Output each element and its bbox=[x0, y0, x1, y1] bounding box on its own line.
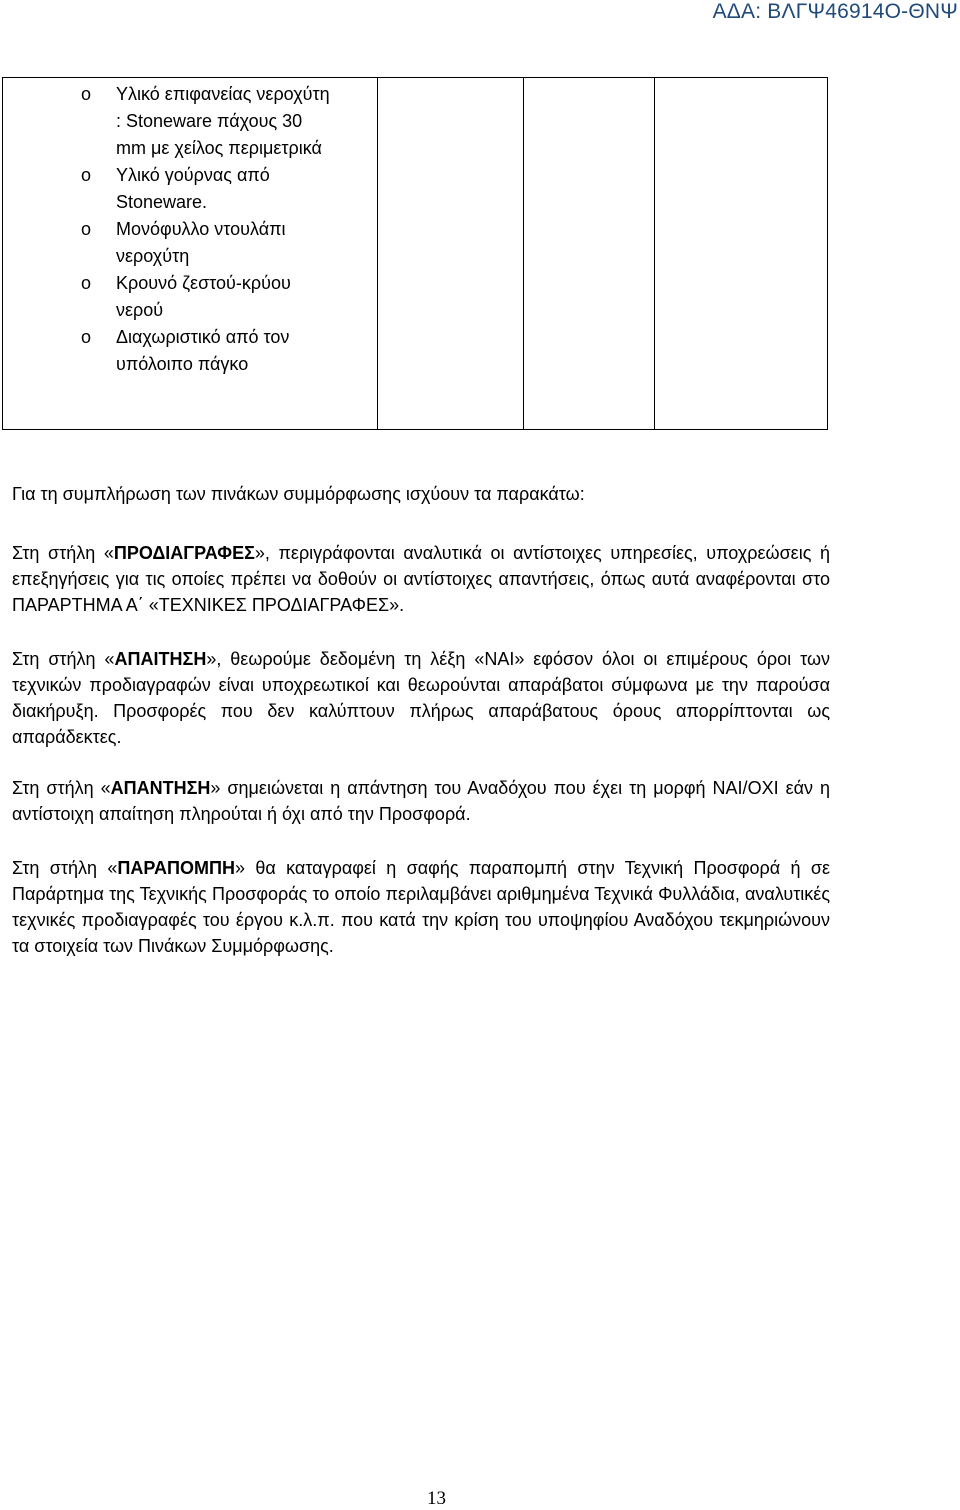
bullet-icon: o bbox=[81, 84, 92, 104]
paragraph-reference bbox=[12, 855, 830, 959]
spec-item-text: Κρουνό ζεστού-κρύου νερού bbox=[116, 273, 291, 320]
para-text: », περιγράφονται αναλυτικά οι αντίστοιχες υπηρεσίες, υποχρεώσεις ή επεξηγήσεις για τις οποίες πρέπει να δοθούν οι αντίστοιχες απαντήσεις, όπως αυτά αναφέρονται στο ΠΑΡΑΡΤΗΜΑ Α΄ «ΤΕΧΝΙΚΕΣ ΠΡΟΔΙΑΓΡΑΦΕΣ». bbox=[12, 543, 830, 615]
paragraph-requirement bbox=[12, 646, 830, 750]
paragraph-answer bbox=[12, 775, 830, 827]
specification-cell bbox=[3, 78, 378, 430]
spec-item-text: Υλικό επιφανείας νεροχύτη : Stoneware πάχους 30 mm με χείλος περιμετρικά bbox=[116, 84, 330, 158]
para-text: » θα καταγραφεί η σαφής παραπομπή στην Τεχνική Προσφορά ή σε Παράρτημα της Τεχνικής Προσφοράς το οποίο περιλαμβάνει αριθμημένα Τεχνικά Φυλλάδια, αναλυτικές τεχνικές προδιαγραφές του έργου κ.λ.π. που κατά την κρίση του υποψηφίου Αναδόχου τεκμηριώνουν τα στοιχεία των Πινάκων Συμμόρφωσης. bbox=[12, 858, 831, 956]
spec-item-text: Μονόφυλλο ντουλάπι νεροχύτη bbox=[116, 219, 286, 266]
spec-item-text: Διαχωριστικό από τον υπόλοιπο πάγκο bbox=[116, 327, 290, 374]
compliance-table bbox=[2, 77, 828, 430]
list-item bbox=[81, 324, 377, 378]
bullet-icon: o bbox=[81, 327, 92, 347]
table-row bbox=[3, 78, 828, 430]
para-text: Στη στήλη « bbox=[12, 543, 114, 563]
reference-cell bbox=[655, 78, 828, 430]
para-text: Στη στήλη « bbox=[12, 778, 111, 798]
para-text: » σημειώνεται η απάντηση του Αναδόχου που έχει τη μορφή ΝΑΙ/ΟΧΙ εάν η αντίστοιχη απαίτηση πληρούται ή όχι από την Προσφορά. bbox=[12, 778, 830, 824]
column-name-bold: ΠΑΡΑΠΟΜΠΗ bbox=[117, 858, 236, 878]
para-text: », θεωρούμε δεδομένη τη λέξη «ΝΑΙ» εφόσον όλοι οι επιμέρους όροι των τεχνικών προδιαγραφών είναι υποχρεωτικοί και θεωρούνται απαράβατοι σύμφωνα με την παρούσα διακήρυξη. Προσφορές που δεν καλύπτουν πλήρως απαράβατους όρους απορρίπτονται ως απαράδεκτες. bbox=[12, 649, 831, 747]
intro-paragraph: Για τη συμπλήρωση των πινάκων συμμόρφωσης ισχύουν τα παρακάτω: bbox=[12, 484, 585, 504]
list-item bbox=[81, 162, 377, 216]
page-number: 13 bbox=[427, 1488, 446, 1509]
bullet-icon: o bbox=[81, 219, 92, 239]
paragraph-specifications bbox=[12, 540, 830, 618]
bullet-icon: o bbox=[81, 273, 92, 293]
column-name-bold: ΑΠΑΙΤΗΣΗ bbox=[114, 649, 207, 669]
answer-cell bbox=[524, 78, 655, 430]
spec-item-text: Υλικό γούρνας από Stoneware. bbox=[116, 165, 270, 212]
spec-item-list bbox=[3, 81, 377, 378]
ada-code-header: ΑΔΑ: ΒΛΓΨ46914Ο-ΘΝΨ bbox=[712, 0, 958, 23]
list-item bbox=[81, 81, 377, 162]
para-text: Στη στήλη « bbox=[12, 858, 118, 878]
column-name-bold: ΑΠΑΝΤΗΣΗ bbox=[110, 778, 211, 798]
para-text: Στη στήλη « bbox=[12, 649, 115, 669]
column-name-bold: ΠΡΟΔΙΑΓΡΑΦΕΣ bbox=[113, 543, 255, 563]
list-item bbox=[81, 216, 377, 270]
requirement-cell bbox=[378, 78, 524, 430]
list-item bbox=[81, 270, 377, 324]
bullet-icon: o bbox=[81, 165, 92, 185]
